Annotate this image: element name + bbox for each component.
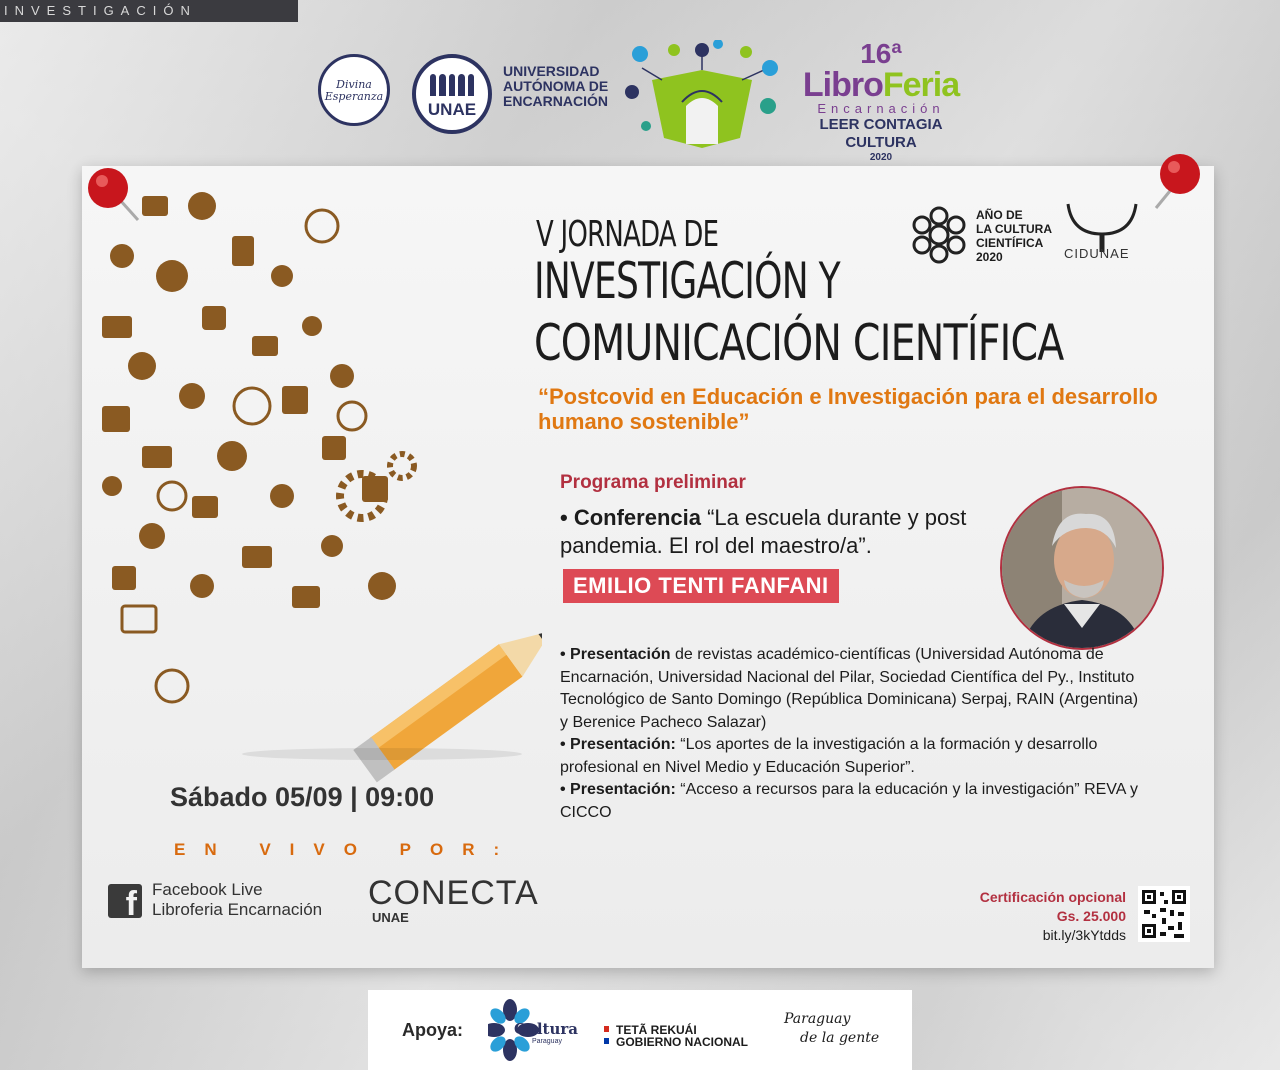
section-tag: INVESTIGACIÓN — [0, 0, 298, 22]
gobierno-nacional-logo: TETÃ REKUÁI GOBIERNO NACIONAL — [616, 1023, 748, 1049]
list-item: • Presentación: “Acceso a recursos para la educación y la investigación” REVA y CICCO — [560, 781, 1139, 821]
conecta-sub: UNAE — [372, 910, 409, 925]
event-date: Sábado 05/09 | 09:00 — [170, 782, 435, 812]
conference-item: • Conferencia “La escuela durante y post pandemia. El rol del maestro/a”. — [560, 505, 967, 558]
event-card — [82, 166, 1214, 968]
unae-columns-icon — [430, 74, 474, 96]
paraguay-de-la-gente-logo: Paraguay de la gente — [784, 1011, 880, 1046]
divina-esperanza-seal — [318, 54, 390, 126]
speaker-portrait — [1002, 488, 1162, 648]
unae-badge-text: UNAE — [427, 100, 477, 119]
y-tuning-icon — [1062, 202, 1142, 252]
red-pushpin-icon — [80, 164, 150, 234]
red-pushpin-icon — [1144, 150, 1214, 220]
program-title: Programa preliminar — [560, 472, 746, 493]
unae-name: UNIVERSIDAD AUTÓNOMA DE ENCARNACIÓN — [503, 63, 609, 109]
facebook-icon: f — [108, 884, 142, 918]
cidunae-logo: CIDUNAE — [1062, 202, 1142, 266]
facebook-live-link[interactable]: f Facebook Live Libroferia Encarnación — [108, 880, 348, 924]
dna-flower-icon — [908, 204, 970, 266]
support-label: Apoya: — [402, 1020, 464, 1040]
speaker-photo — [1000, 486, 1164, 650]
certification-link[interactable]: bit.ly/3kYtdds — [1042, 927, 1126, 943]
support-bar — [368, 990, 912, 1070]
list-item: • Presentación: “Los aportes de la investigación a la formación y desarrollo profesional en Nivel Medio y Educación Superior”. — [560, 736, 1098, 776]
seal-text: Divina Esperanza — [324, 78, 384, 103]
speaker-name-badge: EMILIO TENTI FANFANI — [563, 569, 839, 603]
certification-info: Certificación opcional Gs. 25.000 bit.ly/3kYtdds — [979, 889, 1126, 943]
title-line-2: INVESTIGACIÓN Y — [534, 252, 840, 310]
libroferia-logo: 16ª LibroFeria Encarnación LEER CONTAGIA CULTURA 2020 — [802, 38, 960, 163]
event-theme-quote: “Postcovid en Educación e Investigación para el desarrollo humano sostenible” — [538, 384, 1158, 434]
conecta-logo: CONECTA — [368, 874, 539, 912]
list-item: • Presentación de revistas académico-científicas (Universidad Autónoma de Encarnación, Universidad Nacional del Pilar, Sociedad Científica del Py., Instituto Tecnológico de Santo Domingo (República Dominicana) Serpaj, RAIN (Argentina) y Berenice Pacheco Salazar) — [560, 646, 1139, 731]
qr-code-icon[interactable] — [1138, 886, 1190, 942]
paraguay-flag-icon — [604, 1026, 609, 1044]
cultura-logo: Cultura Paraguay — [488, 998, 588, 1062]
title-line-3: COMUNICACIÓN CIENTÍFICA — [534, 314, 1064, 372]
live-label: EN VIVO POR: — [174, 840, 519, 859]
presentations-list — [560, 644, 1140, 824]
ano-cultura-cientifica-logo: AÑO DE LA CULTURA CIENTÍFICA 2020 — [908, 204, 1138, 268]
partner-logos — [0, 38, 1280, 163]
education-pencil-illustration — [82, 166, 542, 786]
libroferia-book-icon — [622, 40, 782, 160]
title-line-1: V JORNADA DE — [536, 214, 719, 255]
unae-logo — [412, 54, 492, 134]
